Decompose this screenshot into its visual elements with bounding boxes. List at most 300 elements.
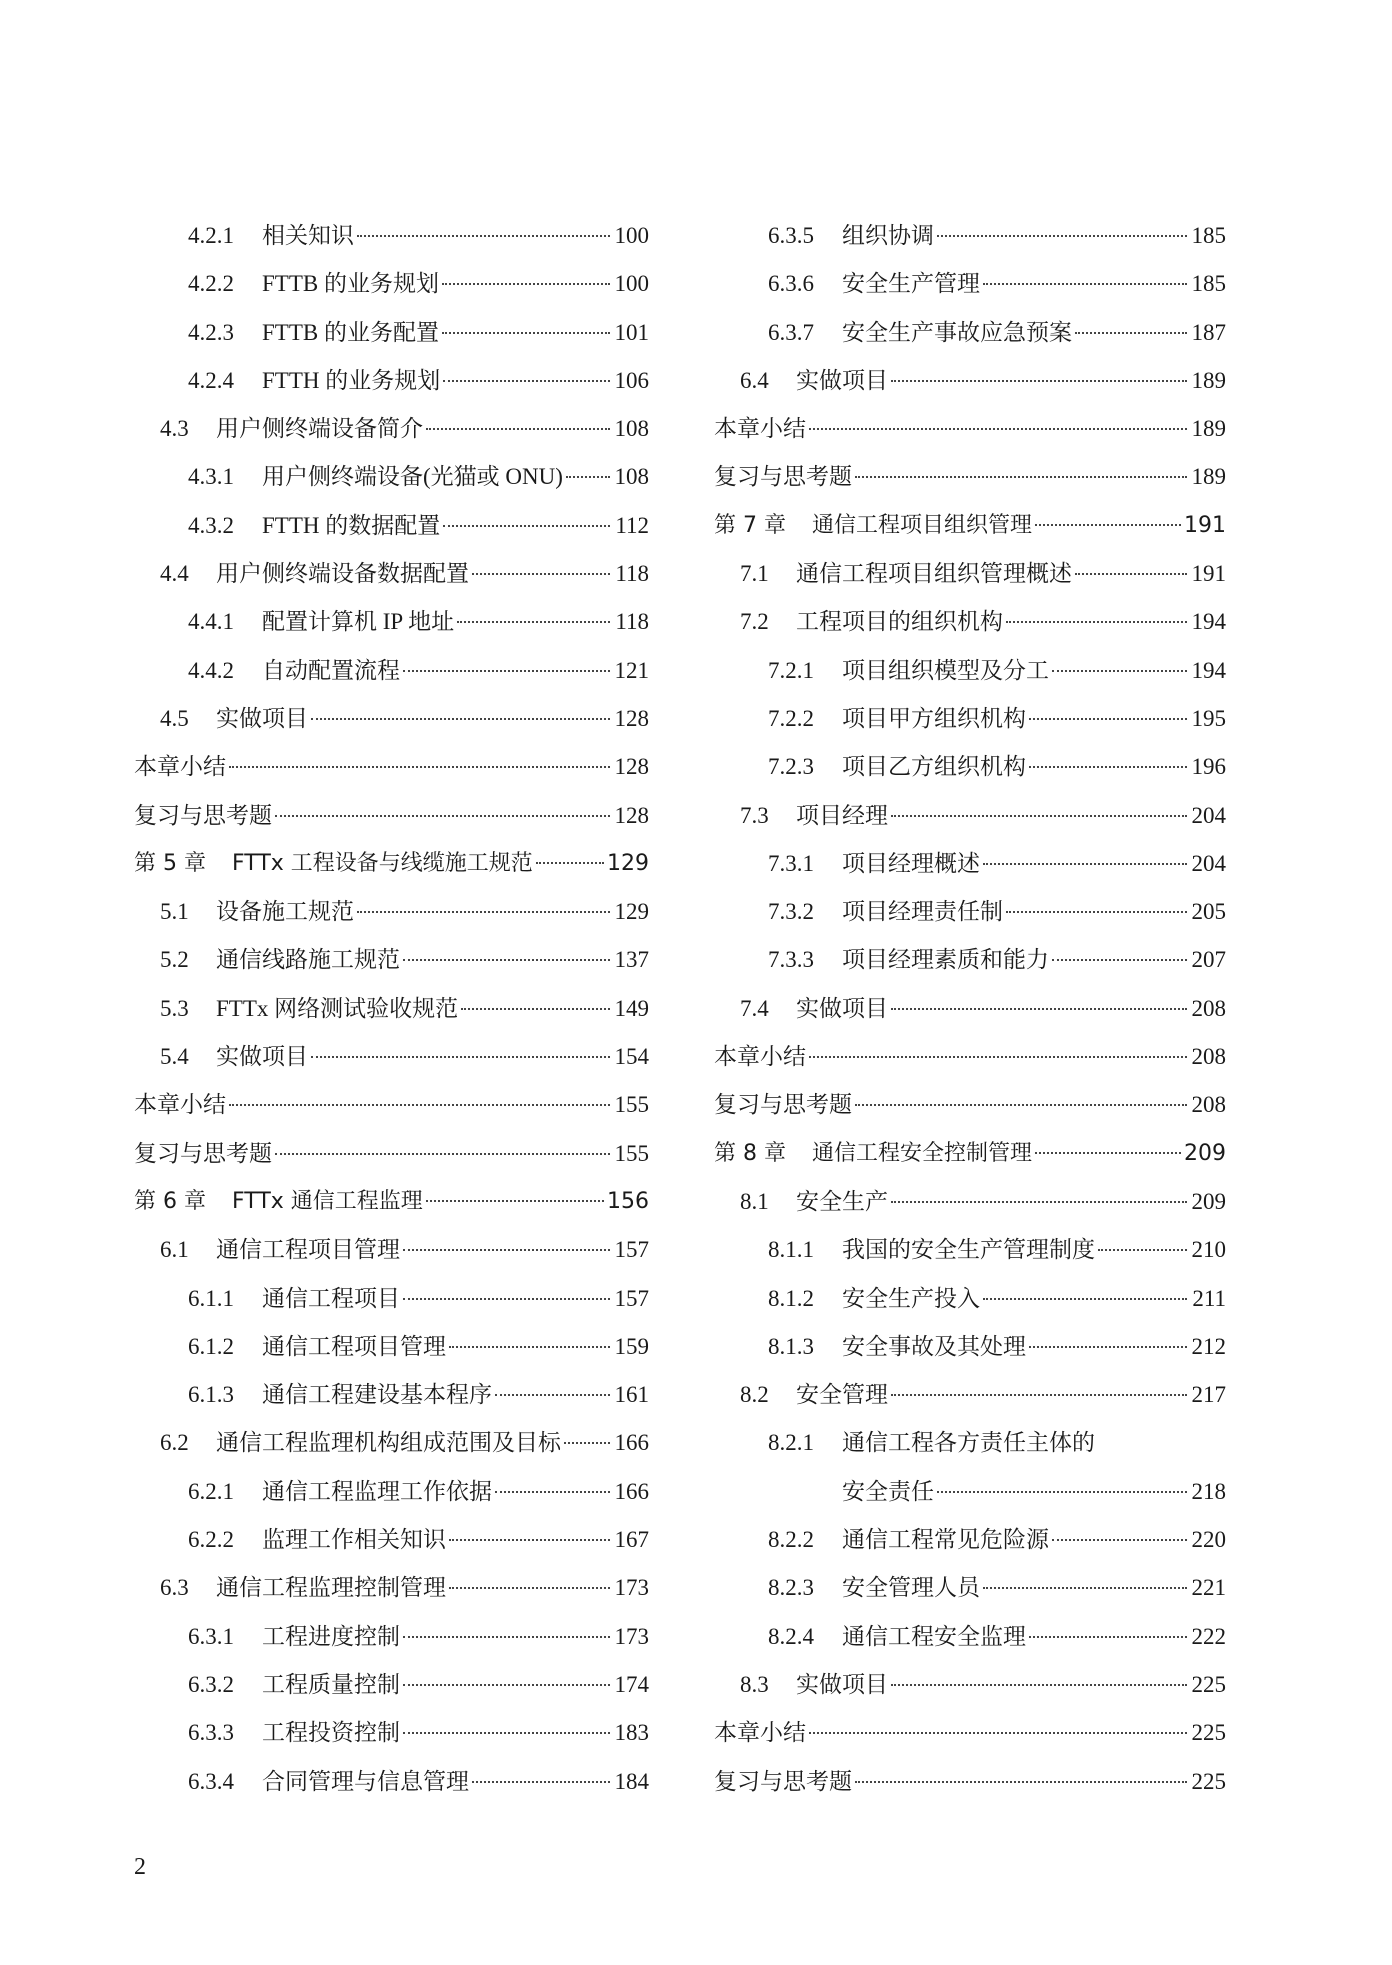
toc-entry-page: 194: [1191, 609, 1226, 635]
toc-entry[interactable]: [714, 260, 1226, 308]
toc-entry-number: 5.1: [160, 899, 189, 925]
toc-dot-leader: [449, 1587, 610, 1589]
toc-entry-title: FTTH 的业务规划: [262, 367, 441, 393]
toc-entry-page: 157: [614, 1285, 649, 1311]
toc-dot-leader: [275, 815, 610, 817]
toc-dot-leader: [983, 1587, 1187, 1589]
toc-entry[interactable]: [134, 792, 649, 840]
toc-entry-title: 自动配置流程: [262, 657, 400, 683]
toc-dot-leader: [457, 621, 610, 623]
toc-entry-title: 通信工程安全监理: [842, 1623, 1026, 1649]
toc-dot-leader: [311, 718, 610, 720]
toc-entry[interactable]: [714, 1709, 1226, 1757]
toc-entry[interactable]: [134, 405, 649, 453]
toc-entry[interactable]: [134, 936, 649, 984]
toc-chapter-entry[interactable]: [134, 1178, 649, 1226]
toc-entry-title: 本章小结: [714, 416, 806, 442]
toc-entry[interactable]: [134, 357, 649, 405]
toc-entry-number: 7.2: [740, 609, 769, 635]
toc-entry-number: 6.3.7: [768, 319, 814, 345]
toc-entry-title: 项目经理概述: [842, 850, 980, 876]
toc-dot-leader: [566, 476, 610, 478]
toc-entry-page: 218: [1191, 1478, 1226, 1504]
toc-dot-leader: [891, 1008, 1187, 1010]
toc-entry-page: 154: [614, 1044, 649, 1070]
toc-entry-title: 项目组织模型及分工: [842, 657, 1049, 683]
toc-dot-leader: [472, 1781, 610, 1783]
toc-dot-leader: [937, 235, 1187, 237]
toc-dot-leader: [403, 1249, 610, 1251]
toc-entry-title: 监理工作相关知识: [262, 1527, 446, 1553]
toc-entry[interactable]: [134, 309, 649, 357]
toc-dot-leader: [983, 283, 1187, 285]
toc-entry-page: 129: [614, 899, 649, 925]
toc-column-left: [134, 212, 649, 1806]
toc-entry[interactable]: [714, 1081, 1226, 1129]
toc-entry[interactable]: [714, 1661, 1226, 1709]
toc-entry-number: 8.2.4: [768, 1623, 814, 1649]
toc-entry[interactable]: [714, 1468, 1226, 1516]
toc-entry[interactable]: [714, 212, 1226, 260]
toc-dot-leader: [229, 766, 610, 768]
toc-dot-leader: [1029, 718, 1187, 720]
toc-entry-title: 安全生产管理: [842, 271, 980, 297]
toc-dot-leader: [357, 235, 610, 237]
toc-dot-leader: [1075, 573, 1187, 575]
toc-entry-number: 6.2.2: [188, 1527, 234, 1553]
toc-entry-page: 205: [1191, 899, 1226, 925]
toc-entry-page: 156: [607, 1188, 649, 1214]
toc-entry-title: 通信工程项目组织管理: [812, 512, 1033, 538]
toc-entry-title: 通信工程常见危险源: [842, 1527, 1049, 1553]
toc-entry-title: 实做项目: [796, 1671, 888, 1697]
toc-entry-page: 207: [1191, 947, 1226, 973]
toc-dot-leader: [403, 1732, 610, 1734]
toc-entry-number: 4.3.1: [188, 464, 234, 490]
toc-entry-title: 本章小结: [134, 1092, 226, 1118]
toc-dot-leader: [426, 1200, 604, 1202]
toc-entry-page: 204: [1191, 802, 1226, 828]
toc-entry-title: 本章小结: [134, 754, 226, 780]
toc-entry-title: 设备施工规范: [216, 899, 354, 925]
toc-dot-leader: [1052, 1539, 1187, 1541]
toc-entry[interactable]: [134, 1081, 649, 1129]
toc-entry[interactable]: [714, 1226, 1226, 1274]
toc-dot-leader: [1035, 1152, 1181, 1154]
toc-entry-number: 6.2.1: [188, 1478, 234, 1504]
toc-entry[interactable]: [134, 1371, 649, 1419]
toc-entry-page: 225: [1191, 1768, 1226, 1794]
toc-entry-number: 6.3.6: [768, 271, 814, 297]
toc-entry-title: 通信工程项目组织管理概述: [796, 561, 1072, 587]
toc-dot-leader: [443, 380, 610, 382]
toc-entry-page: 221: [1191, 1575, 1226, 1601]
toc-entry-page: 157: [614, 1237, 649, 1263]
toc-entry-page: 208: [1191, 995, 1226, 1021]
toc-dot-leader: [1098, 1249, 1187, 1251]
toc-dot-leader: [426, 428, 610, 430]
toc-entry-title: 实做项目: [216, 705, 308, 731]
toc-entry[interactable]: [134, 550, 649, 598]
toc-dot-leader: [1035, 524, 1181, 526]
toc-entry[interactable]: [134, 1419, 649, 1467]
toc-dot-leader: [495, 1491, 610, 1493]
toc-entry-page: 118: [615, 561, 649, 587]
toc-entry-title: 安全事故及其处理: [842, 1333, 1026, 1359]
toc-entry[interactable]: [134, 502, 649, 550]
toc-entry[interactable]: [714, 550, 1226, 598]
toc-entry[interactable]: [714, 357, 1226, 405]
toc-entry-page: 211: [1192, 1285, 1226, 1311]
toc-dot-leader: [275, 1153, 610, 1155]
toc-entry-number: 4.3.2: [188, 512, 234, 538]
toc-entry[interactable]: [714, 936, 1226, 984]
toc-entry-number: 7.2.2: [768, 705, 814, 731]
toc-entry-page: 155: [614, 1140, 649, 1166]
toc-entry[interactable]: [714, 695, 1226, 743]
toc-entry[interactable]: [134, 1323, 649, 1371]
toc-entry[interactable]: [134, 260, 649, 308]
toc-entry-title: FTTx 通信工程监理: [232, 1188, 423, 1214]
toc-entry[interactable]: [134, 1661, 649, 1709]
toc-entry-page: 161: [614, 1382, 649, 1408]
toc-dot-leader: [443, 525, 610, 527]
toc-entry-title: 安全责任: [842, 1478, 934, 1504]
toc-entry-number: 6.3.5: [768, 223, 814, 248]
toc-entry-title: 工程投资控制: [262, 1720, 400, 1746]
toc-entry-page: 185: [1191, 223, 1226, 248]
toc-dot-leader: [229, 1104, 610, 1106]
toc-entry-title: FTTx 网络测试验收规范: [216, 995, 459, 1021]
toc-dot-leader: [449, 1346, 610, 1348]
toc-entry-title: 通信工程各方责任主体的: [842, 1430, 1095, 1456]
toc-entry[interactable]: [134, 598, 649, 646]
toc-entry-page: 129: [607, 850, 649, 876]
toc-entry-title: 通信工程监理机构组成范围及目标: [216, 1430, 561, 1456]
toc-entry-page: 185: [1191, 271, 1226, 297]
page-number: 2: [134, 1854, 146, 1880]
toc-dot-leader: [983, 863, 1187, 865]
toc-entry-page: 194: [1191, 657, 1226, 683]
toc-entry-page: 208: [1191, 1044, 1226, 1070]
toc-entry-title: 项目经理责任制: [842, 899, 1003, 925]
toc-entry-page: 108: [614, 464, 649, 490]
toc-dot-leader: [1029, 1636, 1187, 1638]
toc-dot-leader: [449, 1539, 610, 1541]
toc-dot-leader: [1029, 1346, 1187, 1348]
toc-entry-title: 通信工程项目管理: [216, 1237, 400, 1263]
toc-entry-number: 6.3.2: [188, 1671, 234, 1697]
toc-entry[interactable]: [714, 840, 1226, 888]
toc-entry-number: 7.4: [740, 995, 769, 1021]
toc-entry[interactable]: [134, 453, 649, 501]
toc-entry-page: 225: [1191, 1671, 1226, 1697]
toc-entry-number: 5.4: [160, 1044, 189, 1070]
toc-dot-leader: [1029, 766, 1187, 768]
toc-entry-page: 112: [615, 512, 649, 538]
toc-entry-number: 5.2: [160, 947, 189, 973]
toc-dot-leader: [461, 1008, 610, 1010]
toc-entry[interactable]: [714, 1613, 1226, 1661]
toc-entry-page: 184: [614, 1768, 649, 1794]
toc-dot-leader: [403, 1636, 610, 1638]
toc-dot-leader: [1006, 621, 1187, 623]
toc-dot-leader: [311, 1056, 610, 1058]
toc-entry-number: 5.3: [160, 995, 189, 1021]
toc-entry-title: 通信工程建设基本程序: [262, 1382, 492, 1408]
toc-entry-page: 204: [1191, 850, 1226, 876]
toc-dot-leader: [855, 1781, 1187, 1783]
toc-dot-leader: [442, 283, 610, 285]
toc-entry-number: 7.3: [740, 802, 769, 828]
toc-entry-number: 7.2.1: [768, 657, 814, 683]
toc-entry-title: 安全生产事故应急预案: [842, 319, 1072, 345]
toc-entry[interactable]: [134, 743, 649, 791]
toc-entry-page: 220: [1191, 1527, 1226, 1553]
toc-entry[interactable]: [714, 309, 1226, 357]
toc-entry-title: 项目甲方组织机构: [842, 705, 1026, 731]
toc-entry-number: 8.1: [740, 1188, 769, 1214]
toc-entry[interactable]: [714, 1516, 1226, 1564]
toc-dot-leader: [855, 476, 1187, 478]
toc-entry[interactable]: [714, 888, 1226, 936]
toc-dot-leader: [403, 670, 610, 672]
toc-entry-number: 4.5: [160, 705, 189, 731]
toc-entry-page: 187: [1191, 319, 1226, 345]
toc-entry-page: 159: [614, 1333, 649, 1359]
toc-entry[interactable]: [134, 888, 649, 936]
toc-entry-page: 191: [1191, 561, 1226, 587]
toc-entry-page: 137: [614, 947, 649, 973]
toc-chapter-entry[interactable]: [134, 840, 649, 888]
toc-chapter-entry[interactable]: [714, 502, 1226, 550]
toc-entry-page: 225: [1191, 1720, 1226, 1746]
toc-entry-number: 6.1.3: [188, 1382, 234, 1408]
toc-entry-page: 149: [614, 995, 649, 1021]
toc-dot-leader: [983, 1298, 1187, 1300]
toc-entry-title: 配置计算机 IP 地址: [262, 609, 455, 635]
toc-dot-leader: [564, 1442, 610, 1444]
toc-entry-title: 合同管理与信息管理: [262, 1768, 469, 1794]
toc-entry[interactable]: [134, 1613, 649, 1661]
toc-entry-number: 6.3.4: [188, 1768, 234, 1794]
toc-entry[interactable]: [714, 1033, 1226, 1081]
toc-entry-page: 189: [1191, 416, 1226, 442]
toc-entry[interactable]: [134, 1468, 649, 1516]
toc-entry-title: 工程项目的组织机构: [796, 609, 1003, 635]
toc-entry-number: 6.1.1: [188, 1285, 234, 1311]
toc-entry-page: 217: [1191, 1382, 1226, 1408]
toc-entry-title: 复习与思考题: [714, 1768, 852, 1794]
toc-entry-number: 8.2: [740, 1382, 769, 1408]
toc-entry-title: 项目乙方组织机构: [842, 754, 1026, 780]
toc-entry-title: 复习与思考题: [134, 1140, 272, 1166]
toc-dot-leader: [495, 1394, 610, 1396]
toc-entry-page: 183: [614, 1720, 649, 1746]
toc-entry[interactable]: [714, 1178, 1226, 1226]
toc-entry-number: 6.3.3: [188, 1720, 234, 1746]
toc-entry[interactable]: [134, 1564, 649, 1612]
toc-entry-page: 100: [614, 223, 649, 248]
toc-dot-leader: [403, 1298, 610, 1300]
toc-entry-title: 工程进度控制: [262, 1623, 400, 1649]
toc-entry-page: 121: [614, 657, 649, 683]
toc-entry-title: FTTB 的业务规划: [262, 271, 439, 297]
toc-entry-page: 189: [1191, 367, 1226, 393]
toc-dot-leader: [357, 911, 610, 913]
toc-entry-title: 本章小结: [714, 1720, 806, 1746]
toc-entry-number: 7.3.2: [768, 899, 814, 925]
toc-entry-title: FTTB 的业务配置: [262, 319, 439, 345]
toc-entry[interactable]: [134, 647, 649, 695]
toc-entry[interactable]: [714, 743, 1226, 791]
toc-dot-leader: [891, 1201, 1187, 1203]
toc-entry-title: 实做项目: [796, 995, 888, 1021]
toc-entry-page: 210: [1191, 1237, 1226, 1263]
toc-entry-number: 第 5 章: [134, 850, 206, 876]
toc-entry[interactable]: [134, 1758, 649, 1806]
toc-entry-number: 6.4: [740, 367, 769, 393]
toc-entry[interactable]: [134, 1130, 649, 1178]
toc-entry-title: 通信工程监理控制管理: [216, 1575, 446, 1601]
toc-dot-leader: [891, 380, 1187, 382]
toc-entry-page: 173: [614, 1623, 649, 1649]
toc-entry-number: 第 6 章: [134, 1188, 206, 1214]
toc-entry-page: 128: [614, 754, 649, 780]
toc-entry-page: 209: [1191, 1188, 1226, 1214]
toc-entry[interactable]: [714, 1419, 1226, 1467]
toc-entry-number: 4.4: [160, 561, 189, 587]
toc-dot-leader: [403, 1684, 610, 1686]
toc-entry[interactable]: [134, 212, 649, 260]
toc-entry-title: 复习与思考题: [134, 802, 272, 828]
toc-entry-page: 108: [614, 416, 649, 442]
toc-entry-title: 相关知识: [262, 223, 354, 248]
toc-entry-number: 4.4.1: [188, 609, 234, 635]
toc-entry-title: 安全管理: [796, 1382, 888, 1408]
toc-entry-number: 4.3: [160, 416, 189, 442]
toc-dot-leader: [891, 815, 1187, 817]
toc-entry-number: 4.2.4: [188, 367, 234, 393]
toc-entry-page: 101: [614, 319, 649, 345]
toc-entry-page: 166: [614, 1430, 649, 1456]
toc-entry-page: 191: [1184, 512, 1226, 538]
toc-dot-leader: [1052, 670, 1187, 672]
toc-entry[interactable]: [134, 1516, 649, 1564]
toc-entry-number: 4.2.3: [188, 319, 234, 345]
toc-entry-page: 128: [614, 705, 649, 731]
toc-dot-leader: [891, 1394, 1187, 1396]
toc-dot-leader: [1075, 332, 1187, 334]
toc-entry-title: 通信线路施工规范: [216, 947, 400, 973]
toc-entry-title: 安全管理人员: [842, 1575, 980, 1601]
toc-entry-page: 189: [1191, 464, 1226, 490]
toc-dot-leader: [442, 332, 610, 334]
toc-entry-title: 复习与思考题: [714, 1092, 852, 1118]
toc-dot-leader: [855, 1104, 1187, 1106]
toc-entry-page: 106: [614, 367, 649, 393]
toc-column-right: [714, 212, 1226, 1806]
toc-entry[interactable]: [714, 405, 1226, 453]
toc-entry-page: 173: [614, 1575, 649, 1601]
toc-dot-leader: [809, 1056, 1187, 1058]
toc-entry-number: 6.2: [160, 1430, 189, 1456]
toc-entry-page: 209: [1184, 1140, 1226, 1166]
toc-entry[interactable]: [714, 1758, 1226, 1806]
toc-entry-number: 7.3.1: [768, 850, 814, 876]
toc-entry-title: 通信工程安全控制管理: [812, 1140, 1033, 1166]
toc-entry[interactable]: [714, 598, 1226, 646]
toc-entry[interactable]: [134, 985, 649, 1033]
toc-entry[interactable]: [714, 453, 1226, 501]
toc-entry-title: 我国的安全生产管理制度: [842, 1237, 1095, 1263]
toc-entry-page: 208: [1191, 1092, 1226, 1118]
toc-entry-number: 8.2.3: [768, 1575, 814, 1601]
toc-entry-title: 实做项目: [216, 1044, 308, 1070]
toc-entry-title: 复习与思考题: [714, 464, 852, 490]
toc-entry-page: 212: [1191, 1333, 1226, 1359]
toc-entry[interactable]: [134, 1033, 649, 1081]
toc-entry-page: 222: [1191, 1623, 1226, 1649]
toc-entry-title: 项目经理素质和能力: [842, 947, 1049, 973]
toc-entry-number: 第 8 章: [714, 1140, 786, 1166]
toc-entry-page: 174: [614, 1671, 649, 1697]
toc-entry-page: 195: [1191, 705, 1226, 731]
toc-entry-number: 4.2.1: [188, 223, 234, 248]
toc-entry-number: 6.3.1: [188, 1623, 234, 1649]
toc-entry-title: FTTH 的数据配置: [262, 512, 441, 538]
toc-entry-number: 7.3.3: [768, 947, 814, 973]
toc-entry[interactable]: [134, 1709, 649, 1757]
toc-entry-title: 用户侧终端设备数据配置: [216, 561, 469, 587]
toc-entry-title: 通信工程项目: [262, 1285, 400, 1311]
toc-entry-number: 8.3: [740, 1671, 769, 1697]
toc-entry-title: 安全生产投入: [842, 1285, 980, 1311]
toc-entry-number: 7.2.3: [768, 754, 814, 780]
toc-entry-title: 工程质量控制: [262, 1671, 400, 1697]
toc-entry[interactable]: [714, 985, 1226, 1033]
toc-entry[interactable]: [714, 1371, 1226, 1419]
toc-entry-page: 166: [614, 1478, 649, 1504]
toc-dot-leader: [1052, 959, 1187, 961]
toc-entry-title: 用户侧终端设备简介: [216, 416, 423, 442]
toc-entry-number: 4.2.2: [188, 271, 234, 297]
toc-entry-title: 组织协调: [842, 223, 934, 248]
toc-entry[interactable]: [714, 1564, 1226, 1612]
toc-entry-number: 8.1.3: [768, 1333, 814, 1359]
toc-entry-title: 项目经理: [796, 802, 888, 828]
toc-entry[interactable]: [714, 1275, 1226, 1323]
toc-entry-number: 6.1.2: [188, 1333, 234, 1359]
toc-dot-leader: [891, 1684, 1187, 1686]
toc-entry-number: 8.1.1: [768, 1237, 814, 1263]
toc-dot-leader: [809, 1732, 1187, 1734]
toc-entry[interactable]: [134, 1275, 649, 1323]
toc-entry-title: FTTx 工程设备与线缆施工规范: [232, 850, 533, 876]
toc-chapter-entry[interactable]: [714, 1130, 1226, 1178]
toc-entry-page: 100: [614, 271, 649, 297]
toc-entry[interactable]: [714, 1323, 1226, 1371]
toc-entry[interactable]: [714, 792, 1226, 840]
toc-entry[interactable]: [134, 1226, 649, 1274]
toc-entry-number: 第 7 章: [714, 512, 786, 538]
toc-entry-page: 167: [614, 1527, 649, 1553]
toc-entry-title: 通信工程项目管理: [262, 1333, 446, 1359]
toc-entry-number: 8.1.2: [768, 1285, 814, 1311]
toc-entry[interactable]: [134, 695, 649, 743]
toc-entry-number: 8.2.2: [768, 1527, 814, 1553]
toc-entry[interactable]: [714, 647, 1226, 695]
